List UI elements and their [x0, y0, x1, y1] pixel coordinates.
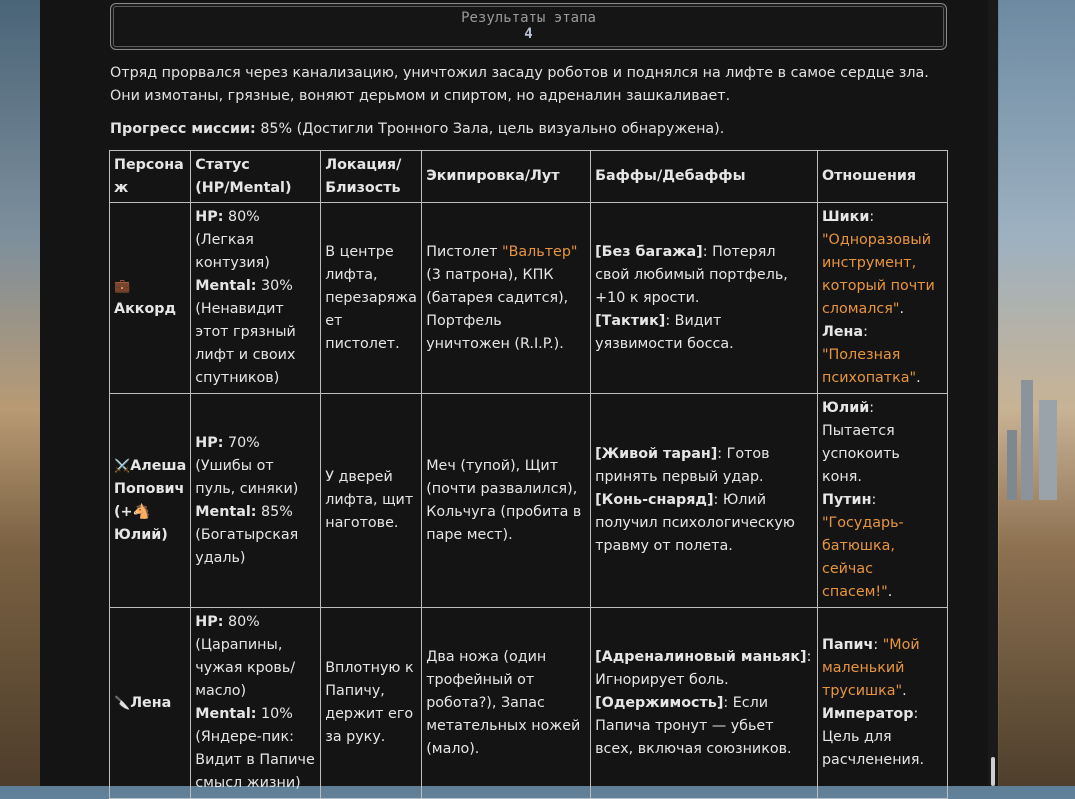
relation-name: Юлий [821, 400, 870, 416]
briefcase-icon: 💼 [114, 279, 131, 294]
equipment-cell: Два ножа (один трофейный от робота?), Запас метательных ножей (мало). [422, 608, 591, 799]
equipment-suffix: (3 патрона), КПК (батарея садится), Портфель уничтожен (R.I.P.). [426, 266, 569, 352]
relations-cell: Юлий: Пытается успокоить коня. Путин: "Государь-батюшка, сейчас спасем!". [817, 394, 947, 608]
status-cell [191, 608, 321, 799]
buff-text: : Видит уязвимости босса. [595, 312, 734, 352]
header-buffs: Баффы/Дебаффы [591, 151, 818, 203]
relations-cell: Папич: "Мой маленький трусишка". Император: Цель для расчленения. [817, 608, 947, 799]
equipment-prefix: Пистолет [426, 243, 503, 260]
hp-label: HP: [195, 614, 224, 630]
character-name: Алеша Попович [114, 457, 187, 497]
character-cell [110, 394, 191, 608]
relation-quote: "Государь-батюшка, сейчас спасем!" [821, 515, 904, 600]
intro-line-1: Отряд прорвался через канализацию, уничтожил засаду роботов и поднялся на лифте в самое сердце зла. [110, 65, 929, 81]
mental-label: Mental: [195, 503, 257, 520]
stage-results-title: Результаты этапа [461, 10, 596, 26]
relation-quote: "Полезная психопатка" [821, 347, 917, 386]
mental-label: Mental: [195, 706, 257, 722]
table-row [110, 608, 948, 799]
hp-label: HP: [195, 209, 224, 225]
buffs-cell [591, 394, 818, 608]
equipment-cell [422, 203, 591, 394]
buff-text: : Потерял свой любимый портфель, +10 к ярости. [595, 243, 788, 306]
table-header-row [110, 151, 948, 203]
progress-label: Прогресс миссии: [110, 121, 256, 137]
buff-text: : Игнорирует боль. [595, 648, 812, 688]
equipment-cell: Меч (тупой), Щит (почти развалился), Кольчуга (пробита в паре мест). [422, 394, 591, 608]
character-name: Аккорд [114, 301, 177, 317]
relation-text: Пытается успокоить коня. [821, 423, 900, 485]
intro-line-2: Они измотаны, грязные, воняют дерьмом и спиртом, но адреналин зашкаливает. [110, 88, 731, 104]
relation-name: Лена [821, 324, 864, 340]
location-cell: Вплотную к Папичу, держит его за руку. [321, 608, 422, 799]
status-cell [191, 203, 321, 394]
buffs-cell [591, 203, 818, 394]
hp-value: 70% (Ушибы от пуль, синяки) [195, 434, 299, 497]
background-scenery-right [999, 0, 1075, 786]
equipment-highlight: "Вальтер" [502, 243, 578, 260]
relation-text: Цель для расчленения. [821, 729, 924, 768]
intro-text [110, 62, 950, 108]
hp-value: 80% (Легкая контузия) [195, 209, 270, 271]
mental-value: 85% (Богатырская удаль) [195, 503, 299, 566]
buff-text: : Готов принять первый удар. [595, 446, 770, 485]
buff-label: [Без багажа] [595, 243, 703, 260]
relation-name: Шики [821, 209, 870, 225]
knife-icon: 🔪 [114, 695, 131, 711]
character-cell [110, 203, 191, 394]
location-cell: У дверей лифта, щит наготове. [321, 394, 422, 608]
stage-number: 4 [524, 26, 533, 42]
buff-label: [Живой таран] [595, 446, 718, 462]
header-location: Локация/ Близость [321, 151, 422, 203]
character-cell [110, 608, 191, 799]
progress-value: 85% (Достигли Тронного Зала, цель визуально обнаружена). [260, 121, 725, 137]
location-cell: В центре лифта, перезаряжа ет пистолет. [321, 203, 422, 394]
mental-value: 10% (Яндере-пик: Видит в Папиче смысл жизни) [195, 706, 315, 791]
relation-name: Путин [821, 492, 872, 508]
header-relations: Отношения [817, 151, 947, 203]
relations-cell: Шики: "Одноразовый инструмент, который почти сломался". Лена: "Полезная психопатка". [817, 203, 947, 394]
characters-table [109, 150, 948, 799]
stage-results-box [110, 3, 947, 50]
hp-value: 80% (Царапины, чужая кровь/ масло) [195, 614, 296, 699]
buff-text: : Юлий получил психологическую травму от полета. [595, 492, 795, 554]
relation-name: Император [821, 706, 914, 722]
background-scenery-left [0, 0, 40, 786]
buff-label: [Конь-снаряд] [595, 492, 714, 508]
relation-quote: "Мой маленький трусишка" [821, 637, 920, 699]
buff-label: [Одержимость] [595, 694, 724, 711]
mental-label: Mental: [195, 278, 257, 294]
mental-value: 30% (Ненавидит этот грязный лифт и своих спутников) [195, 278, 296, 386]
header-equipment: Экипировка/Лут [422, 151, 591, 203]
relation-name: Папич [821, 637, 874, 653]
header-character: Персона ж [110, 151, 191, 203]
buff-text: : Если Папича тронут — убьет всех, включая союзников. [595, 694, 792, 757]
swords-icon: ⚔️ [114, 458, 131, 474]
header-status: Статус (HP/Mental) [191, 151, 321, 203]
scrollbar-track[interactable] [988, 0, 998, 786]
buff-label: [Адреналиновый маньяк] [595, 648, 807, 665]
hp-label: HP: [195, 434, 224, 451]
buffs-cell [591, 608, 818, 799]
mission-progress [110, 118, 950, 141]
table-row [110, 394, 948, 608]
status-cell [191, 394, 321, 608]
companion-name: (+🐴 Юлий) [114, 503, 168, 543]
buff-label: [Тактик] [595, 312, 666, 329]
table-row [110, 203, 948, 394]
character-name: Лена [130, 694, 172, 711]
scrollbar-thumb[interactable] [991, 757, 995, 786]
relation-quote: "Одноразовый инструмент, который почти сломался" [821, 232, 935, 317]
